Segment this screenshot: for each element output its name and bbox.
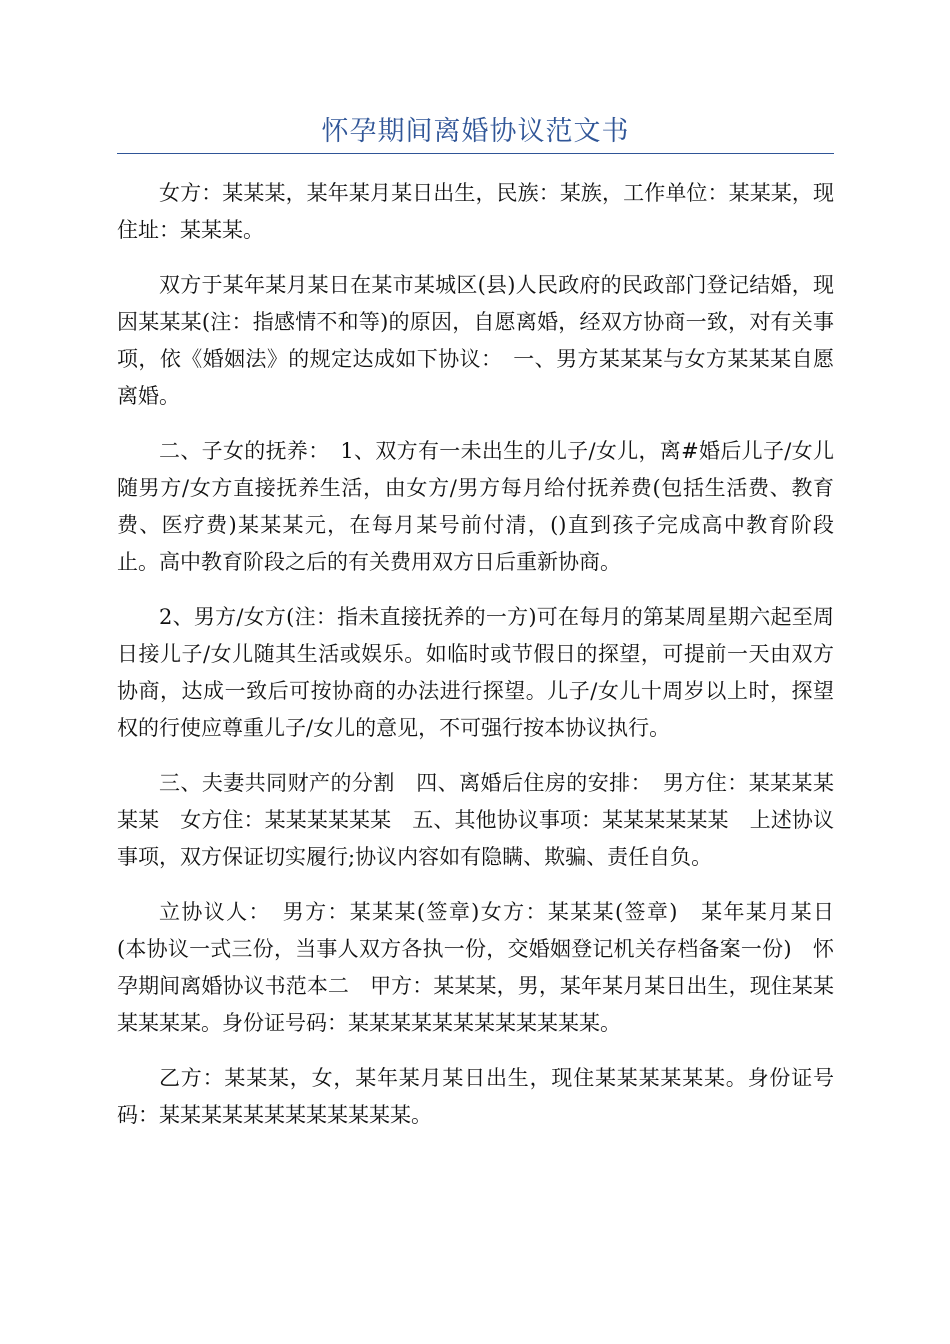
paragraph-signatures: 立协议人： 男方：某某某(签章)女方：某某某(签章) 某年某月某日 (本协议一式三份，当事人双方各执一份，交婚姻登记机关存档备案一份) 怀孕期间离婚协议书范本二 甲方：某某某，男，某年某月某日出生，现住某某某某某某。身份证号码：某某某某某某某某某某某某。 — [117, 900, 855, 1035]
paragraph-visitation: 2、男方/女方(注：指未直接抚养的一方)可在每月的第某周星期六起至周日接儿子/女儿随其生活或娱乐。如临时或节假日的探望，可提前一天由双方协商，达成一致后可按协商的办法进行探望。儿子/女儿十周岁以上时，探望权的行使应尊重儿子/女儿的意见，不可强行按本协议执行。 — [117, 605, 834, 740]
paragraph-marriage-background: 双方于某年某月某日在某市某城区(县)人民政府的民政部门登记结婚，现因某某某(注：指感情不和等)的原因，自愿离婚，经双方协商一致，对有关事项，依《婚姻法》的规定达成如下协议： 一、男方某某某与女方某某某自愿离婚。 — [117, 273, 834, 408]
paragraph-party-b: 乙方：某某某，女，某年某月某日出生，现住某某某某某某。身份证号码：某某某某某某某某某某某某。 — [117, 1066, 834, 1127]
document-title: 怀孕期间离婚协议范文书 — [321, 116, 630, 147]
document-body — [117, 175, 855, 1152]
paragraph-property-housing: 三、夫妻共同财产的分割 四、离婚后住房的安排： 男方住：某某某某某某 女方住：某某某某某某 五、其他协议事项：某某某某某某 上述协议事项，双方保证切实履行;协议内容如有隐瞒、欺骗、责任自负。 — [117, 771, 834, 869]
title-underline — [117, 153, 834, 154]
paragraph-party-female: 女方：某某某，某年某月某日出生，民族：某族，工作单位：某某某，现住址：某某某。 — [117, 181, 834, 242]
paragraph-child-custody: 二、子女的抚养： 1、双方有一未出生的儿子/女儿，离#婚后儿子/女儿随男方/女方直接抚养生活，由女方/男方每月给付抚养费(包括生活费、教育费、医疗费)某某某元，在每月某号前付清，()直到孩子完成高中教育阶段止。高中教育阶段之后的有关费用双方日后重新协商。 — [117, 439, 834, 574]
